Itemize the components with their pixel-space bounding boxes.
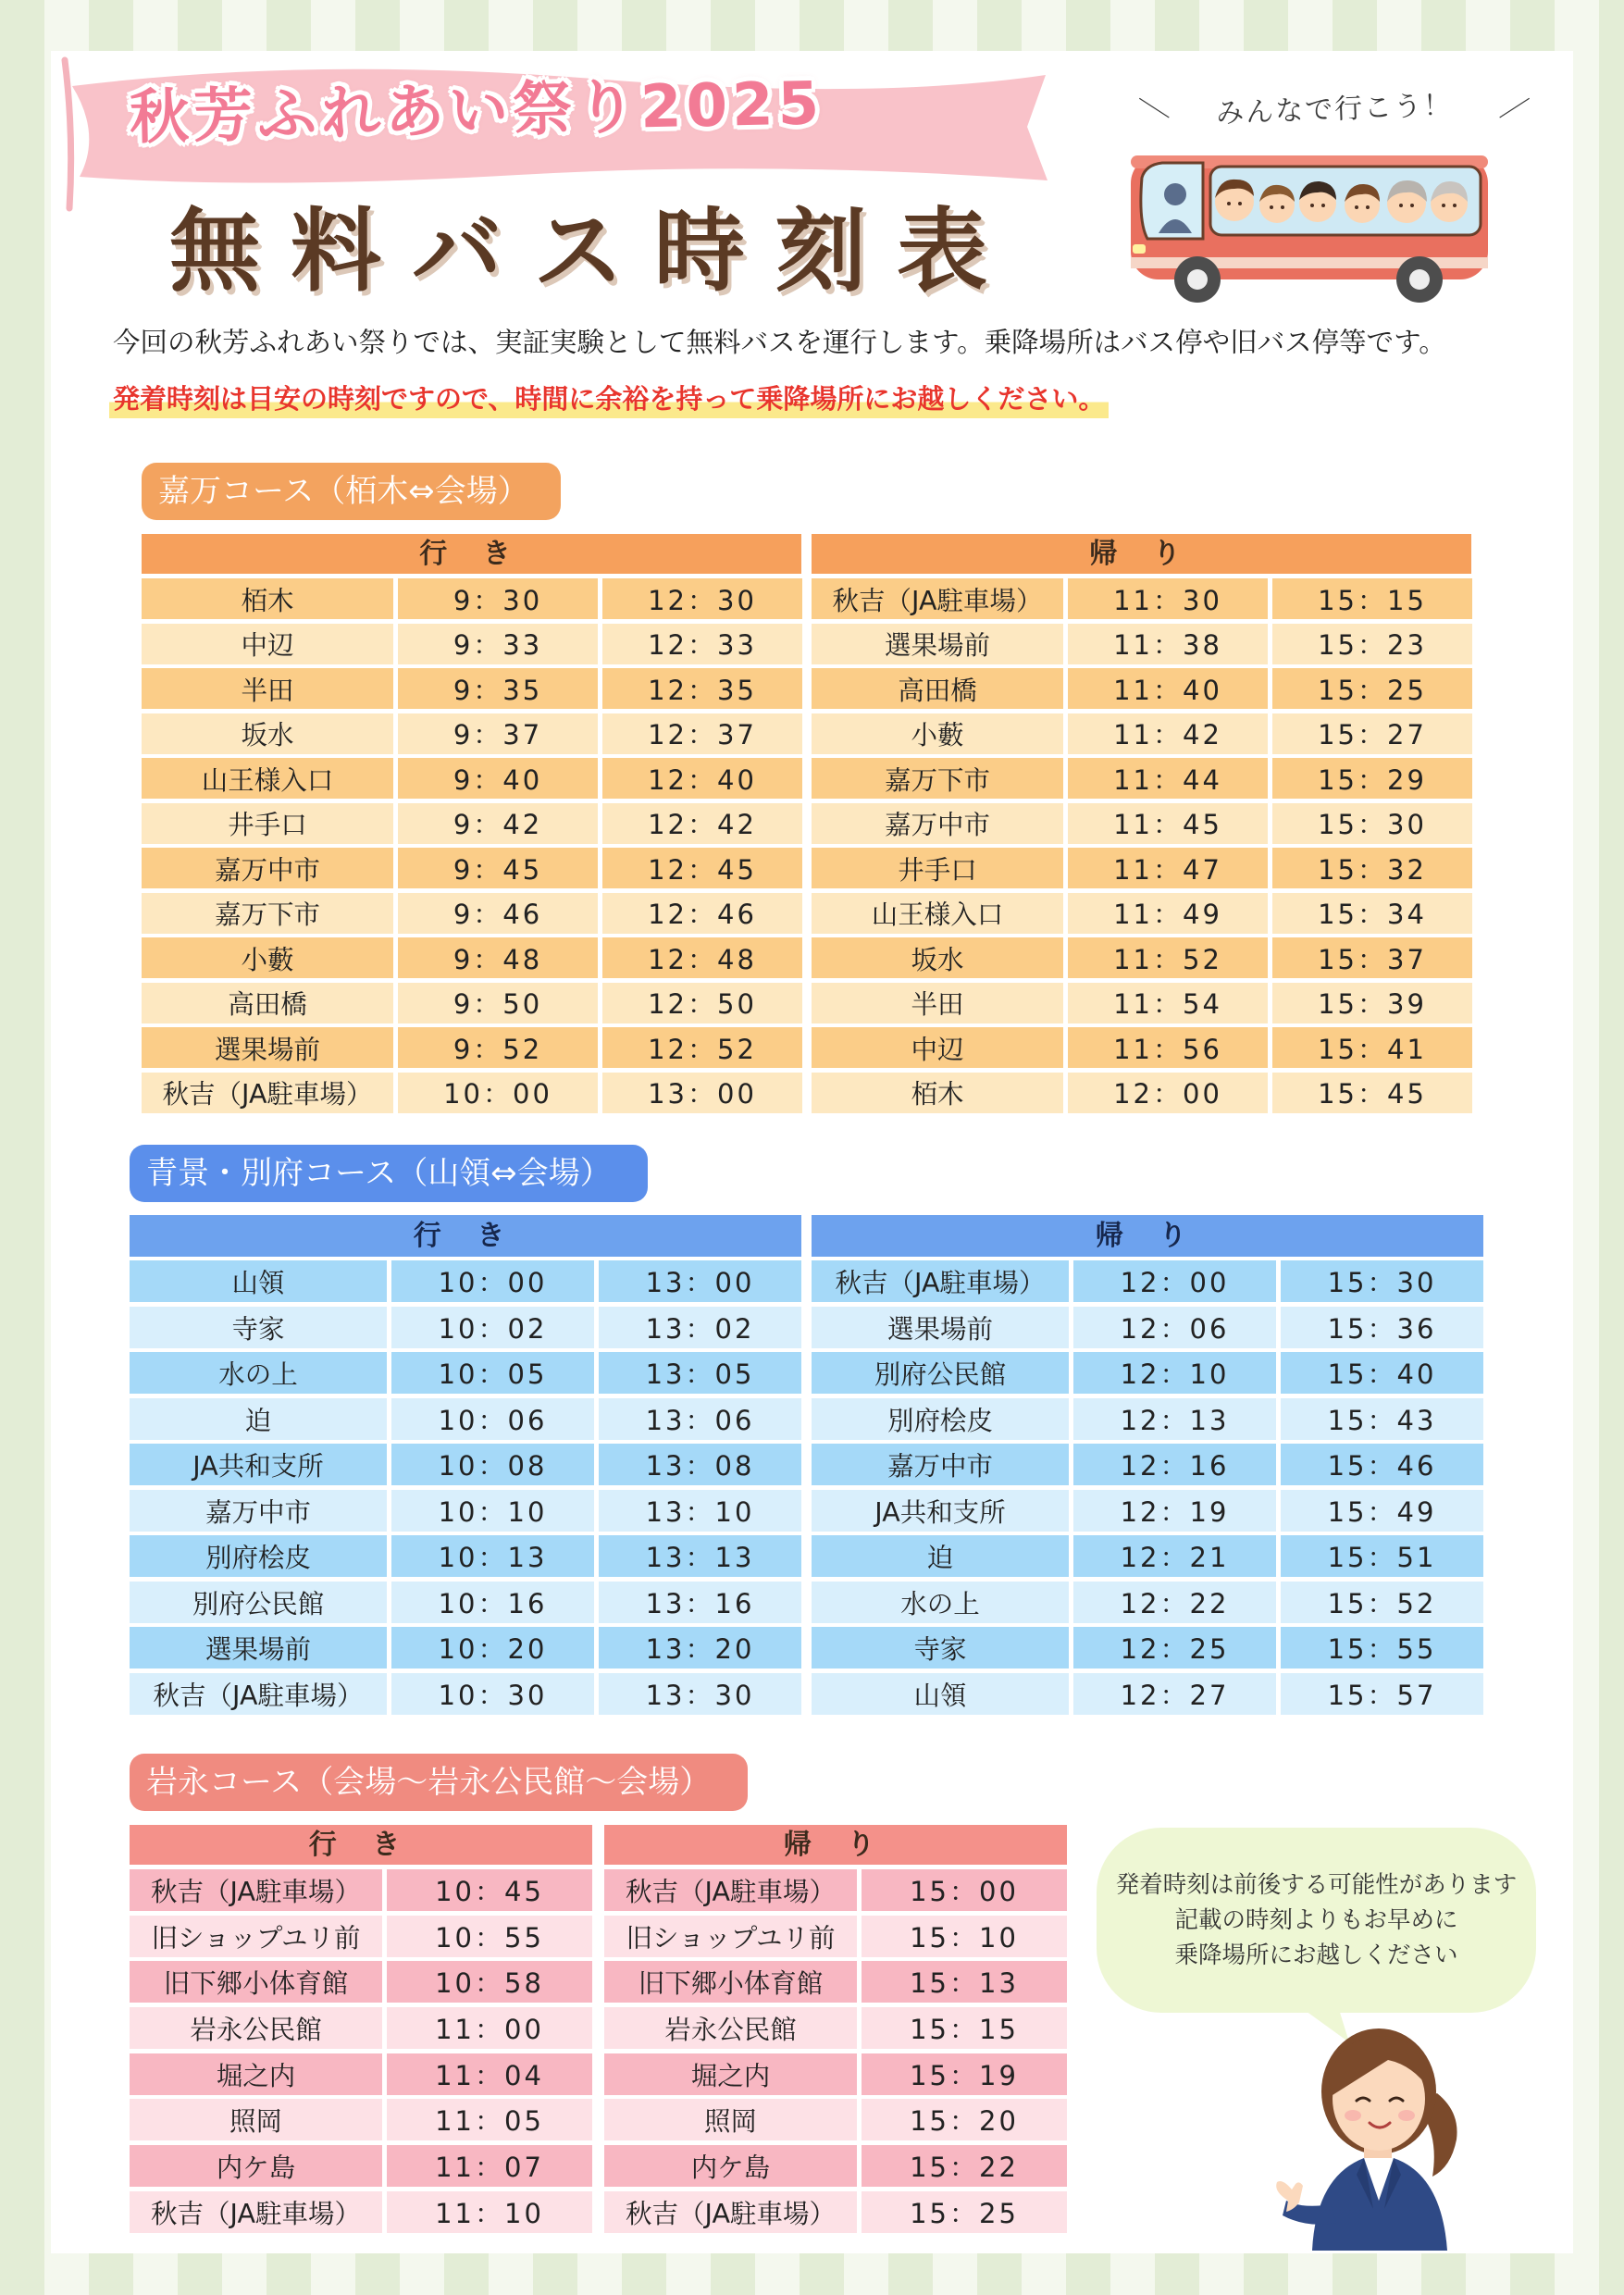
departure-time-cell: 13：00 [599, 1260, 801, 1302]
stop-name-cell: 高田橋 [142, 983, 393, 1023]
outbound-header: 行 き [130, 1825, 592, 1865]
departure-time-cell: 15：41 [1272, 1027, 1472, 1068]
kaman-return-rows [812, 578, 1471, 1113]
departure-time-cell: 15：19 [862, 2053, 1067, 2095]
departure-time-cell: 12：25 [1073, 1627, 1276, 1669]
departure-time-cell: 15：15 [862, 2007, 1067, 2049]
stop-name-cell: 秋吉（JA駐車場） [130, 2191, 382, 2233]
stop-name-cell: 高田橋 [812, 668, 1063, 709]
departure-time-cell: 15：00 [862, 1869, 1067, 1911]
departure-time-cell: 15：20 [862, 2099, 1067, 2140]
departure-time-cell: 12：27 [1073, 1673, 1276, 1715]
iwanaga-return-table [604, 1825, 1067, 2233]
departure-time-cell: 9：40 [398, 758, 598, 799]
course-seikei-beppu-title: 青景・別府コース（山領⇔会場） [130, 1145, 648, 1202]
departure-time-cell: 11：52 [1068, 937, 1268, 978]
bubble-line-3: 乗降場所にお越しください [1174, 1941, 1458, 1969]
festival-banner-title: 秋芳ふれあい祭り2025 [129, 69, 824, 153]
caption-left-slash: ＼ [1137, 91, 1172, 129]
departure-time-cell: 15：55 [1281, 1627, 1483, 1669]
stop-name-cell: 嘉万中市 [142, 848, 393, 888]
departure-time-cell: 9：45 [398, 848, 598, 888]
departure-time-cell: 15：49 [1281, 1490, 1483, 1532]
stop-name-cell: 岩永公民館 [130, 2007, 382, 2049]
departure-time-cell: 12：00 [1073, 1260, 1276, 1302]
stop-name-cell: 水の上 [812, 1582, 1069, 1623]
course-kaman-title: 嘉万コース（栢木⇔会場） [142, 463, 561, 520]
stop-name-cell: 照岡 [130, 2099, 382, 2140]
stop-name-cell: 秋吉（JA駐車場） [604, 2191, 857, 2233]
stop-name-cell: 秋吉（JA駐車場） [812, 1260, 1069, 1302]
stop-name-cell: 寺家 [812, 1627, 1069, 1669]
stop-name-cell: 栢木 [812, 1073, 1063, 1113]
stop-name-cell: 中辺 [142, 624, 393, 664]
departure-time-cell: 15：51 [1281, 1535, 1483, 1577]
departure-time-cell: 10：05 [391, 1352, 594, 1394]
notice-text: 発着時刻は目安の時刻ですので、時間に余裕を持って乗降場所にお越しください。 [109, 379, 1109, 418]
stop-name-cell: 小藪 [812, 713, 1063, 754]
kaman-outbound-rows [142, 578, 801, 1113]
departure-time-cell: 12：19 [1073, 1490, 1276, 1532]
return-header: 帰 り [812, 534, 1471, 574]
stop-name-cell: 秋吉（JA駐車場） [812, 578, 1063, 619]
seikei-beppu-outbound-table [130, 1215, 801, 1715]
stop-name-cell: 嘉万中市 [812, 803, 1063, 844]
page-title: 無料バス時刻表 [169, 199, 1019, 304]
departure-time-cell: 11：38 [1068, 624, 1268, 664]
departure-time-cell: 9：50 [398, 983, 598, 1023]
departure-time-cell: 12：50 [602, 983, 802, 1023]
outbound-header: 行 き [142, 534, 801, 574]
departure-time-cell: 12：33 [602, 624, 802, 664]
stop-name-cell: 小藪 [142, 937, 393, 978]
departure-time-cell: 15：30 [1272, 803, 1472, 844]
stop-name-cell: 山王様入口 [812, 893, 1063, 934]
stop-name-cell: 迫 [812, 1535, 1069, 1577]
departure-time-cell: 12：06 [1073, 1307, 1276, 1348]
stop-name-cell: 坂水 [142, 713, 393, 754]
departure-time-cell: 15：45 [1272, 1073, 1472, 1113]
departure-time-cell: 12：00 [1068, 1073, 1268, 1113]
departure-time-cell: 12：42 [602, 803, 802, 844]
stop-name-cell: 旧ショップユリ前 [130, 1916, 382, 1957]
stop-name-cell: 別府桧皮 [130, 1535, 387, 1577]
departure-time-cell: 12：30 [602, 578, 802, 619]
departure-time-cell: 12：16 [1073, 1444, 1276, 1485]
departure-time-cell: 11：56 [1068, 1027, 1268, 1068]
departure-time-cell: 10：30 [391, 1673, 594, 1715]
departure-time-cell: 10：16 [391, 1582, 594, 1623]
departure-time-cell: 13：00 [602, 1073, 802, 1113]
departure-time-cell: 12：37 [602, 713, 802, 754]
departure-time-cell: 10：55 [387, 1916, 592, 1957]
stop-name-cell: 嘉万中市 [812, 1444, 1069, 1485]
stop-name-cell: 秋吉（JA駐車場） [130, 1869, 382, 1911]
stop-name-cell: 選果場前 [130, 1627, 387, 1669]
departure-time-cell: 15：10 [862, 1916, 1067, 1957]
stop-name-cell: 旧下郷小体育館 [604, 1961, 857, 2003]
departure-time-cell: 9：33 [398, 624, 598, 664]
iwanaga-outbound-rows [130, 1869, 592, 2233]
stop-name-cell: 照岡 [604, 2099, 857, 2140]
stop-name-cell: 旧下郷小体育館 [130, 1961, 382, 2003]
departure-time-cell: 13：02 [599, 1307, 801, 1348]
departure-time-cell: 15：32 [1272, 848, 1472, 888]
departure-time-cell: 15：40 [1281, 1352, 1483, 1394]
outbound-header: 行 き [130, 1215, 801, 1257]
stop-name-cell: 別府桧皮 [812, 1398, 1069, 1440]
bus-caption [1137, 83, 1531, 130]
departure-time-cell: 12：48 [602, 937, 802, 978]
departure-time-cell: 15：25 [862, 2191, 1067, 2233]
departure-time-cell: 10：20 [391, 1627, 594, 1669]
departure-time-cell: 15：46 [1281, 1444, 1483, 1485]
return-header: 帰 り [812, 1215, 1483, 1257]
stop-name-cell: 坂水 [812, 937, 1063, 978]
departure-time-cell: 15：13 [862, 1961, 1067, 2003]
departure-time-cell: 15：39 [1272, 983, 1472, 1023]
departure-time-cell: 9：30 [398, 578, 598, 619]
departure-time-cell: 9：37 [398, 713, 598, 754]
stop-name-cell: 井手口 [142, 803, 393, 844]
departure-time-cell: 10：02 [391, 1307, 594, 1348]
departure-time-cell: 10：00 [398, 1073, 598, 1113]
departure-time-cell: 11：49 [1068, 893, 1268, 934]
speech-bubble [1097, 1828, 1536, 2013]
departure-time-cell: 12：22 [1073, 1582, 1276, 1623]
departure-time-cell: 15：43 [1281, 1398, 1483, 1440]
departure-time-cell: 10：08 [391, 1444, 594, 1485]
stop-name-cell: JA共和支所 [130, 1444, 387, 1485]
kaman-return-table [812, 534, 1471, 1113]
departure-time-cell: 11：00 [387, 2007, 592, 2049]
kaman-outbound-table [142, 534, 801, 1113]
stop-name-cell: 迫 [130, 1398, 387, 1440]
stop-name-cell: 秋吉（JA駐車場） [130, 1673, 387, 1715]
bus-illustration-icon [1118, 130, 1497, 315]
departure-time-cell: 9：42 [398, 803, 598, 844]
departure-time-cell: 15：36 [1281, 1307, 1483, 1348]
departure-time-cell: 15：23 [1272, 624, 1472, 664]
departure-time-cell: 15：52 [1281, 1582, 1483, 1623]
departure-time-cell: 10：10 [391, 1490, 594, 1532]
stop-name-cell: 山領 [812, 1673, 1069, 1715]
departure-time-cell: 12：45 [602, 848, 802, 888]
stop-name-cell: 別府公民館 [130, 1582, 387, 1623]
departure-time-cell: 10：58 [387, 1961, 592, 2003]
departure-time-cell: 11：54 [1068, 983, 1268, 1023]
departure-time-cell: 10：00 [391, 1260, 594, 1302]
stop-name-cell: 半田 [812, 983, 1063, 1023]
departure-time-cell: 12：35 [602, 668, 802, 709]
departure-time-cell: 15：22 [862, 2145, 1067, 2187]
departure-time-cell: 15：37 [1272, 937, 1472, 978]
stop-name-cell: 水の上 [130, 1352, 387, 1394]
departure-time-cell: 13：13 [599, 1535, 801, 1577]
stop-name-cell: 栢木 [142, 578, 393, 619]
departure-time-cell: 13：06 [599, 1398, 801, 1440]
departure-time-cell: 12：10 [1073, 1352, 1276, 1394]
course-iwanaga-title: 岩永コース（会場～岩永公民館～会場） [130, 1754, 748, 1811]
stop-name-cell: 堀之内 [130, 2053, 382, 2095]
departure-time-cell: 13：10 [599, 1490, 801, 1532]
departure-time-cell: 11：45 [1068, 803, 1268, 844]
departure-time-cell: 12：13 [1073, 1398, 1276, 1440]
departure-time-cell: 9：48 [398, 937, 598, 978]
departure-time-cell: 12：40 [602, 758, 802, 799]
stop-name-cell: 嘉万下市 [142, 893, 393, 934]
stop-name-cell: 堀之内 [604, 2053, 857, 2095]
departure-time-cell: 15：27 [1272, 713, 1472, 754]
departure-time-cell: 11：10 [387, 2191, 592, 2233]
caption-text: みんなで行こう！ [1215, 89, 1454, 130]
departure-time-cell: 11：07 [387, 2145, 592, 2187]
bubble-line-1: 発着時刻は前後する可能性があります [1115, 1871, 1518, 1899]
departure-time-cell: 13：08 [599, 1444, 801, 1485]
departure-time-cell: 10：06 [391, 1398, 594, 1440]
departure-time-cell: 11：30 [1068, 578, 1268, 619]
stop-name-cell: 岩永公民館 [604, 2007, 857, 2049]
seikei-beppu-outbound-rows [130, 1260, 801, 1715]
stop-name-cell: 山領 [130, 1260, 387, 1302]
departure-time-cell: 15：57 [1281, 1673, 1483, 1715]
departure-time-cell: 15：15 [1272, 578, 1472, 619]
stop-name-cell: 中辺 [812, 1027, 1063, 1068]
stop-name-cell: 秋吉（JA駐車場） [142, 1073, 393, 1113]
departure-time-cell: 10：45 [387, 1869, 592, 1911]
stop-name-cell: 内ケ島 [130, 2145, 382, 2187]
departure-time-cell: 15：34 [1272, 893, 1472, 934]
departure-time-cell: 10：13 [391, 1535, 594, 1577]
caption-right-slash: ／ [1496, 91, 1531, 129]
stop-name-cell: JA共和支所 [812, 1490, 1069, 1532]
bubble-line-2: 記載の時刻よりもお早めに [1174, 1906, 1458, 1934]
stop-name-cell: 内ケ島 [604, 2145, 857, 2187]
departure-time-cell: 11：40 [1068, 668, 1268, 709]
iwanaga-return-rows [604, 1869, 1067, 2233]
departure-time-cell: 11：05 [387, 2099, 592, 2140]
departure-time-cell: 11：47 [1068, 848, 1268, 888]
stop-name-cell: 秋吉（JA駐車場） [604, 1869, 857, 1911]
departure-time-cell: 12：21 [1073, 1535, 1276, 1577]
departure-time-cell: 13：20 [599, 1627, 801, 1669]
stop-name-cell: 井手口 [812, 848, 1063, 888]
stop-name-cell: 嘉万下市 [812, 758, 1063, 799]
guide-woman-illustration-icon [1275, 2019, 1483, 2251]
departure-time-cell: 13：05 [599, 1352, 801, 1394]
stop-name-cell: 別府公民館 [812, 1352, 1069, 1394]
departure-time-cell: 15：29 [1272, 758, 1472, 799]
seikei-beppu-return-rows [812, 1260, 1483, 1715]
stop-name-cell: 嘉万中市 [130, 1490, 387, 1532]
departure-time-cell: 12：52 [602, 1027, 802, 1068]
stop-name-cell: 選果場前 [142, 1027, 393, 1068]
stop-name-cell: 山王様入口 [142, 758, 393, 799]
departure-time-cell: 12：46 [602, 893, 802, 934]
intro-text: 今回の秋芳ふれあい祭りでは、実証実験として無料バスを運行します。乗降場所はバス停や旧バス停等です。 [113, 327, 1446, 358]
departure-time-cell: 11：44 [1068, 758, 1268, 799]
departure-time-cell: 11：42 [1068, 713, 1268, 754]
departure-time-cell: 13：16 [599, 1582, 801, 1623]
seikei-beppu-return-table [812, 1215, 1483, 1715]
return-header: 帰 り [604, 1825, 1067, 1865]
stop-name-cell: 選果場前 [812, 624, 1063, 664]
departure-time-cell: 15：30 [1281, 1260, 1483, 1302]
stop-name-cell: 半田 [142, 668, 393, 709]
departure-time-cell: 9：52 [398, 1027, 598, 1068]
departure-time-cell: 9：35 [398, 668, 598, 709]
iwanaga-outbound-table [130, 1825, 592, 2233]
stop-name-cell: 旧ショップユリ前 [604, 1916, 857, 1957]
departure-time-cell: 9：46 [398, 893, 598, 934]
departure-time-cell: 13：30 [599, 1673, 801, 1715]
stop-name-cell: 選果場前 [812, 1307, 1069, 1348]
stop-name-cell: 寺家 [130, 1307, 387, 1348]
departure-time-cell: 11：04 [387, 2053, 592, 2095]
departure-time-cell: 15：25 [1272, 668, 1472, 709]
